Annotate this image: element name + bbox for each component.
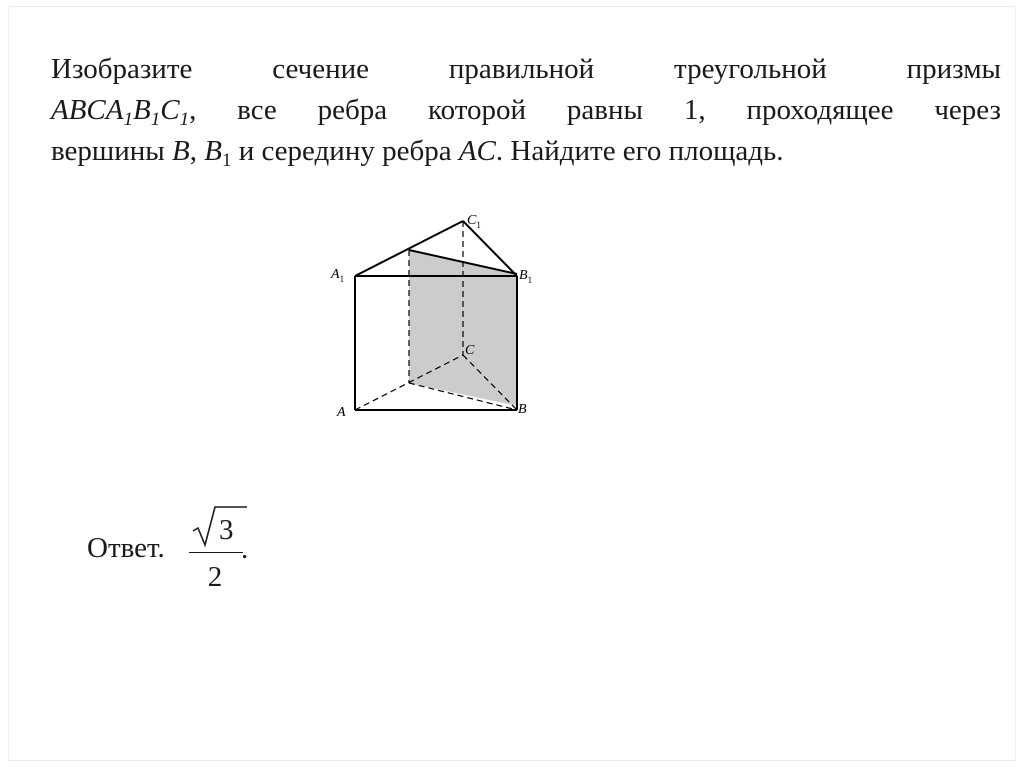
vertex-b1: B [204,135,222,167]
label-c: C [465,343,475,358]
comma: , [189,135,205,167]
prism-part: ABCA [51,94,124,126]
prism-diagram [327,205,547,427]
answer-fraction [187,505,249,601]
word: сечение [272,53,369,85]
vertex-b: B [172,135,190,167]
vertex-b1-subscript: 1 [221,150,232,171]
prism-subscript: 1 [123,109,133,130]
prism-part: C [160,94,180,126]
word: правильной [448,53,595,85]
word: призмы [906,53,1002,85]
problem-line-3 [51,131,1001,172]
problem-line-2 [51,90,1001,131]
label-b1: $B_1$ [519,268,533,285]
label-c1: $C_1$ [467,213,481,230]
answer-label: Ответ. [87,532,165,564]
word: треугольной [674,53,827,85]
answer-period: . [241,533,249,565]
sqrt-radicand: 3 [219,514,234,546]
word: Изобразите [51,53,193,85]
problem-line-1 [51,49,1001,90]
label-a: A [337,405,346,420]
prism-part: B [133,94,151,126]
slide [8,6,1016,761]
line3-post: . Найдите его площадь. [495,135,784,167]
line3-pre: вершины [51,135,172,167]
prism-subscript: 1 [150,109,161,130]
problem-text [51,49,1001,172]
fraction-bar [189,552,243,553]
fraction-denominator: 2 [207,561,223,593]
line3-mid: и середину ребра [231,135,459,167]
prism-figure [327,205,547,427]
prism-subscript: 1 [179,109,190,130]
prism-name [51,94,190,130]
label-a1: $A_1$ [331,267,345,284]
line2-rest: , все ребра которой равны 1, проходящее через [189,94,1001,126]
edge-ac: AC [458,135,496,167]
fraction-numerator [191,505,247,547]
label-b: B [518,402,527,417]
